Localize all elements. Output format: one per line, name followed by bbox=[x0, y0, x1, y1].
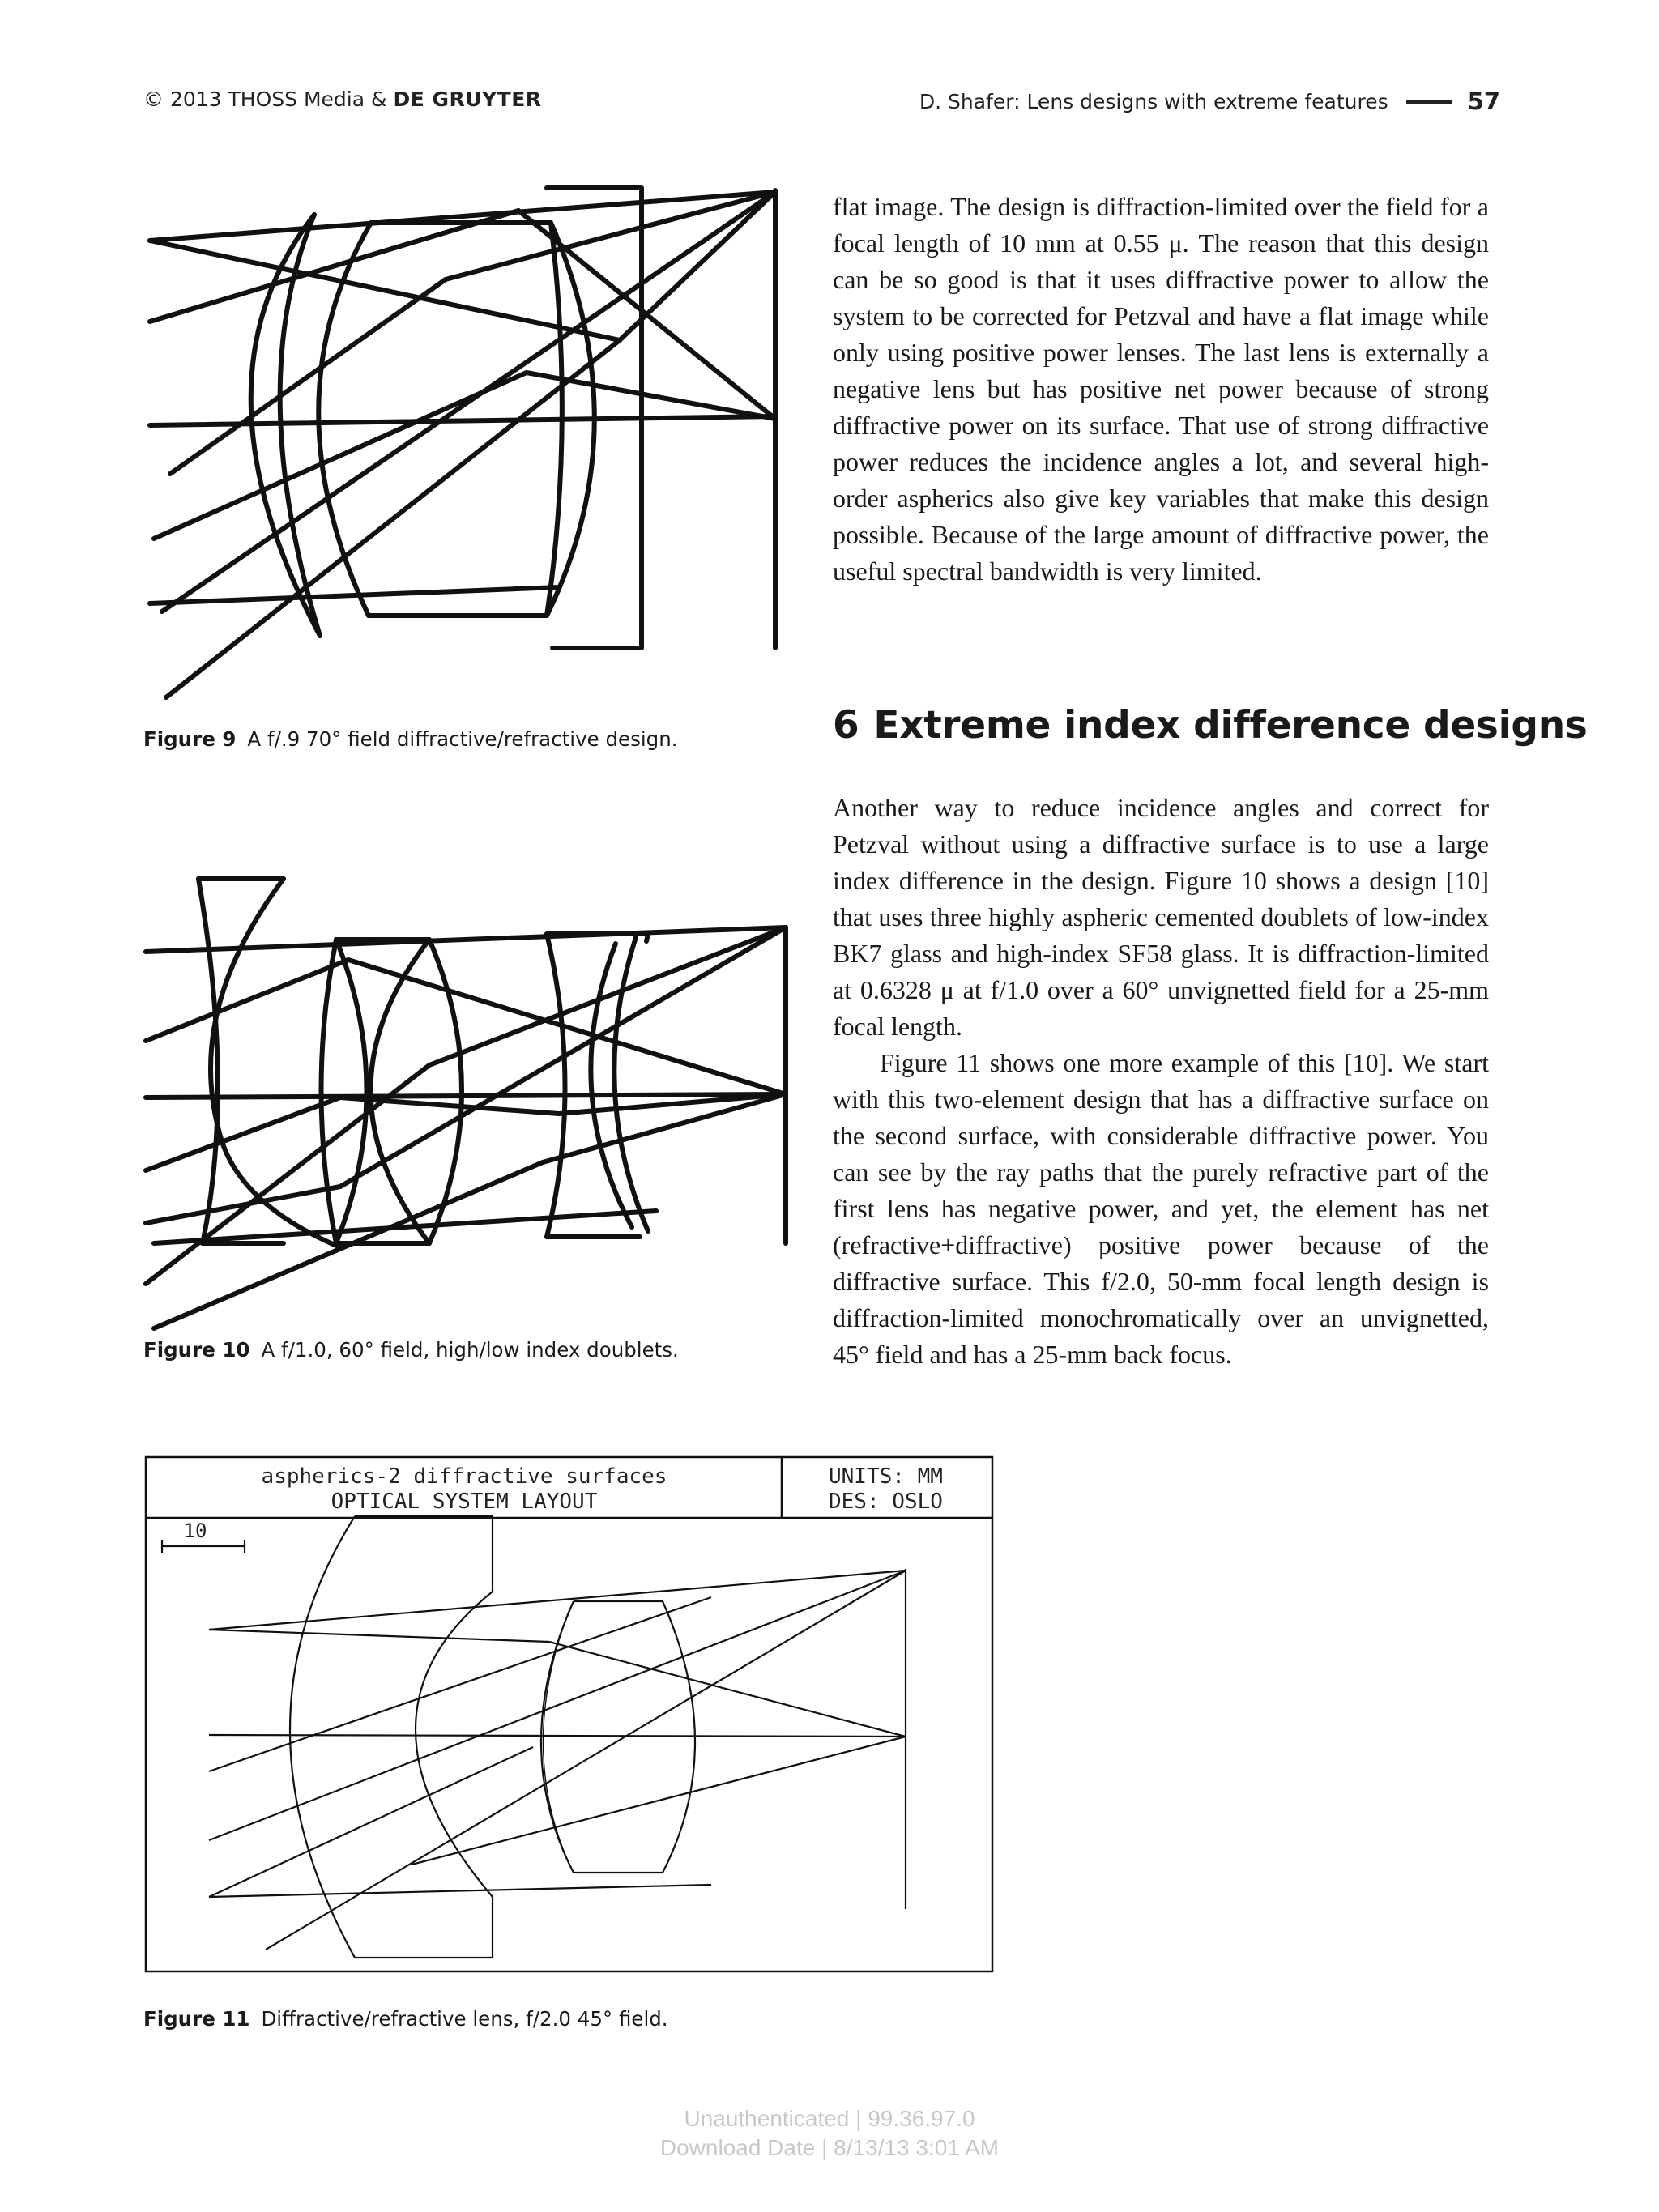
figure-9-diagram bbox=[138, 182, 786, 701]
figure-9-label: Figure 9 bbox=[143, 727, 237, 751]
header-article-title: D. Shafer: Lens designs with extreme features bbox=[919, 89, 1388, 113]
section-heading bbox=[833, 703, 1588, 748]
body-column-top bbox=[833, 189, 1489, 590]
figure-11-scale-label: 10 bbox=[183, 1519, 207, 1542]
watermark-line-2: Download Date | 8/13/13 3:01 AM bbox=[659, 2135, 1000, 2160]
figure-11-label: Figure 11 bbox=[143, 2007, 250, 2031]
watermark-line-1: Unauthenticated | 99.36.97.0 bbox=[684, 2106, 975, 2131]
figure-10-caption bbox=[143, 1338, 679, 1362]
page-number: 57 bbox=[1467, 87, 1500, 115]
figure-9-caption-text: A f/.9 70° field diffractive/refractive design. bbox=[247, 727, 678, 751]
section-number: 6 bbox=[833, 703, 859, 748]
figure-11-title-line2: OPTICAL SYSTEM LAYOUT bbox=[331, 1490, 598, 1514]
header-copyright: © 2013 THOSS Media & bbox=[143, 87, 394, 111]
paragraph-continued: flat image. The design is diffraction-limited over the field for a focal length of 10 mm at 0.55 μ. The reason that this design can be so good is that it uses diffractive power to allow the system to be corrected for Petzval and have a flat image while only using positive power lenses. The last lens is externally a negative lens but has positive net power because of strong diffractive power on its surface. That use of strong diffractive power reduces the incidence angles a lot, and several high-order aspherics also give key variables that make this design possible. Because of the large amount of diffractive power, the useful spectral bandwidth is very limited. bbox=[833, 192, 1489, 586]
body-column-section-6 bbox=[833, 790, 1489, 1373]
running-header-right bbox=[919, 87, 1500, 115]
header-publisher: DE GRUYTER bbox=[393, 87, 542, 111]
download-watermark bbox=[0, 2104, 1659, 2163]
section-title: Extreme index difference designs bbox=[873, 703, 1588, 748]
figure-11-caption bbox=[143, 2007, 668, 2031]
paragraph-2: Figure 11 shows one more example of this [10]. We start with this two-element design that has a diffractive surface on the second surface, with considerable diffractive power. You can see by the ray paths that the purely refractive part of the first lens has negative power, and yet, the element has net (refractive+diffractive) positive power because of the diffractive surface. This f/2.0, 50-mm focal length design is diffraction-limited monochromatically over an unvignetted, 45° field and has a 25-mm back focus. bbox=[833, 1048, 1489, 1369]
figure-11-units: UNITS: MM bbox=[829, 1464, 943, 1489]
figure-11-caption-text: Diffractive/refractive lens, f/2.0 45° field. bbox=[261, 2007, 668, 2031]
running-header-left bbox=[143, 87, 542, 111]
figure-11-des: DES: OSLO bbox=[829, 1490, 943, 1514]
figure-10-caption-text: A f/1.0, 60° field, high/low index doublets. bbox=[261, 1338, 679, 1362]
figure-11-diagram bbox=[144, 1455, 995, 1974]
figure-9-caption bbox=[143, 727, 678, 751]
paragraph-1: Another way to reduce incidence angles and correct for Petzval without using a diffractive surface is to use a large index difference in the design. Figure 10 shows a design [10] that uses three highly aspheric cemented doublets of low-index BK7 glass and high-index SF58 glass. It is diffraction-limited at 0.6328 μ at f/1.0 over a 60° unvignetted field for a 25-mm focal length. bbox=[833, 793, 1489, 1041]
figure-11-title-line1: aspherics-2 diffractive surfaces bbox=[261, 1464, 667, 1489]
header-rule bbox=[1406, 100, 1452, 104]
figure-10-diagram bbox=[138, 863, 802, 1332]
figure-10-label: Figure 10 bbox=[143, 1338, 250, 1362]
